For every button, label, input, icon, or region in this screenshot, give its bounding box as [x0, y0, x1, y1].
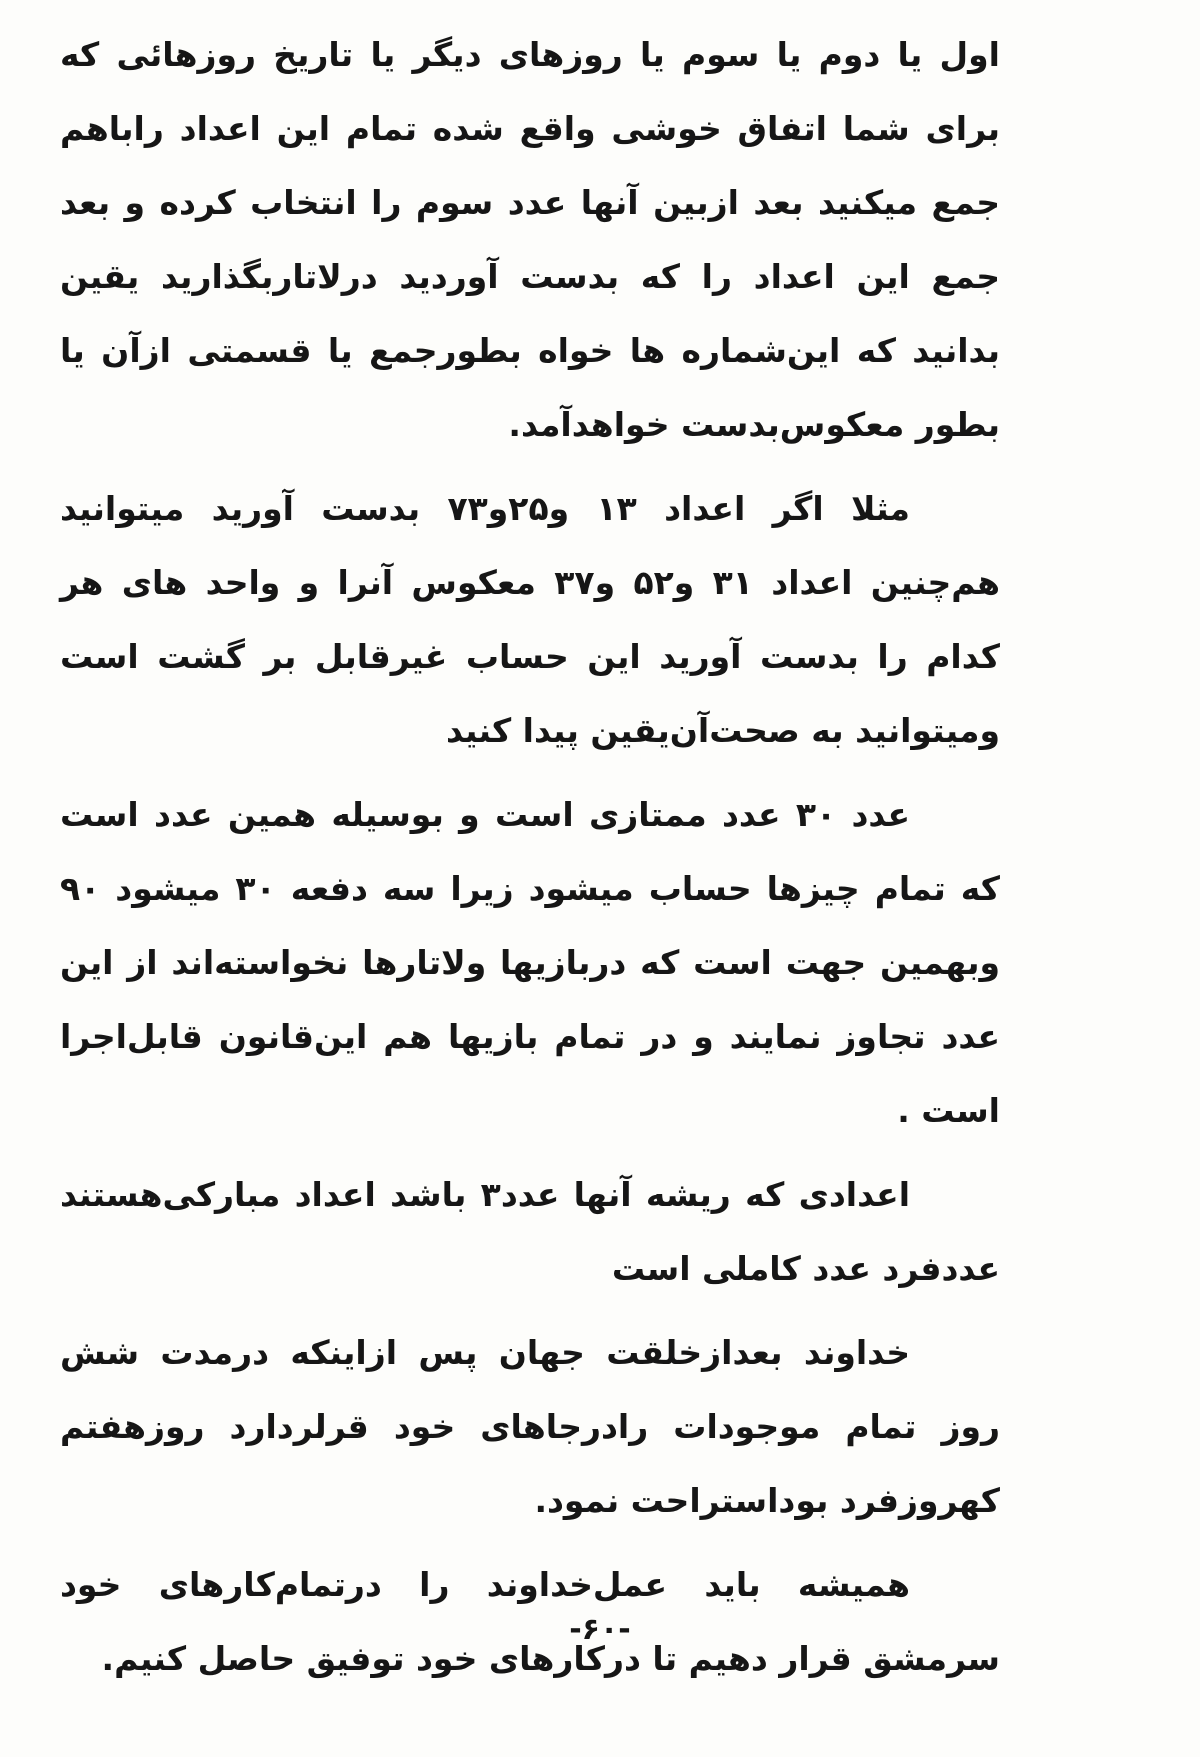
paragraph-6: همیشه باید عمل‌خداوند را درتمام‌کارهای خود سرمشق قرار دهیم تا درکارهای خود توفیق حاصل کنیم. — [60, 1565, 1000, 1678]
paragraph-3: عدد ۳۰ عدد ممتازی است و بوسیله همین عدد است که تمام چیزها حساب میشود زیرا سه دفعه ۳۰ میشود ۹۰ وبهمین جهت است که دربازیها ولاتارها نخواسته‌اند از این عدد تجاوز نمایند و در تمام بازیها هم این‌قانون قابل‌اجرا است . — [60, 795, 1000, 1130]
paragraph-1: اول یا دوم یا سوم یا روزهای دیگر یا تاریخ روزهائی که برای شما اتفاق خوشی واقع شده تمام این اعداد راباهم جمع میکنید بعد ازبین آنها عدد سوم را انتخاب کرده و بعد جمع این اعداد را که بدست آوردید درلاتاربگذارید یقین بدانید که این‌شماره ها خواه بطورجمع یا قسمتی ازآن یا بطور معکوس‌بدست خواهدآمد. — [60, 35, 1000, 444]
body-text — [60, 18, 1000, 1696]
paragraph-5: خداوند بعدازخلقت جهان پس ازاینکه درمدت شش روز تمام موجودات رادرجاهای خود قرلردارد روزهفتم کهروزفرد بوداستراحت نمود. — [60, 1333, 1000, 1520]
paragraph-2: مثلا اگر اعداد ۱۳ و۲۵و۷۳ بدست آورید میتوانید هم‌چنین اعداد ۳۱ و۵۲ و۳۷ معکوس آنرا و واحد های هر کدام را بدست آورید این حساب غیرقابل بر گشت است ومیتوانید به صحت‌آن‌یقین پیدا کنید — [60, 489, 1000, 750]
page-number: -۶۰- — [569, 1612, 631, 1647]
paragraph-4: اعدادی که ریشه آنها عدد۳ باشد اعداد مبارکی‌هستند عددفرد عدد کاملی است — [60, 1175, 1000, 1288]
